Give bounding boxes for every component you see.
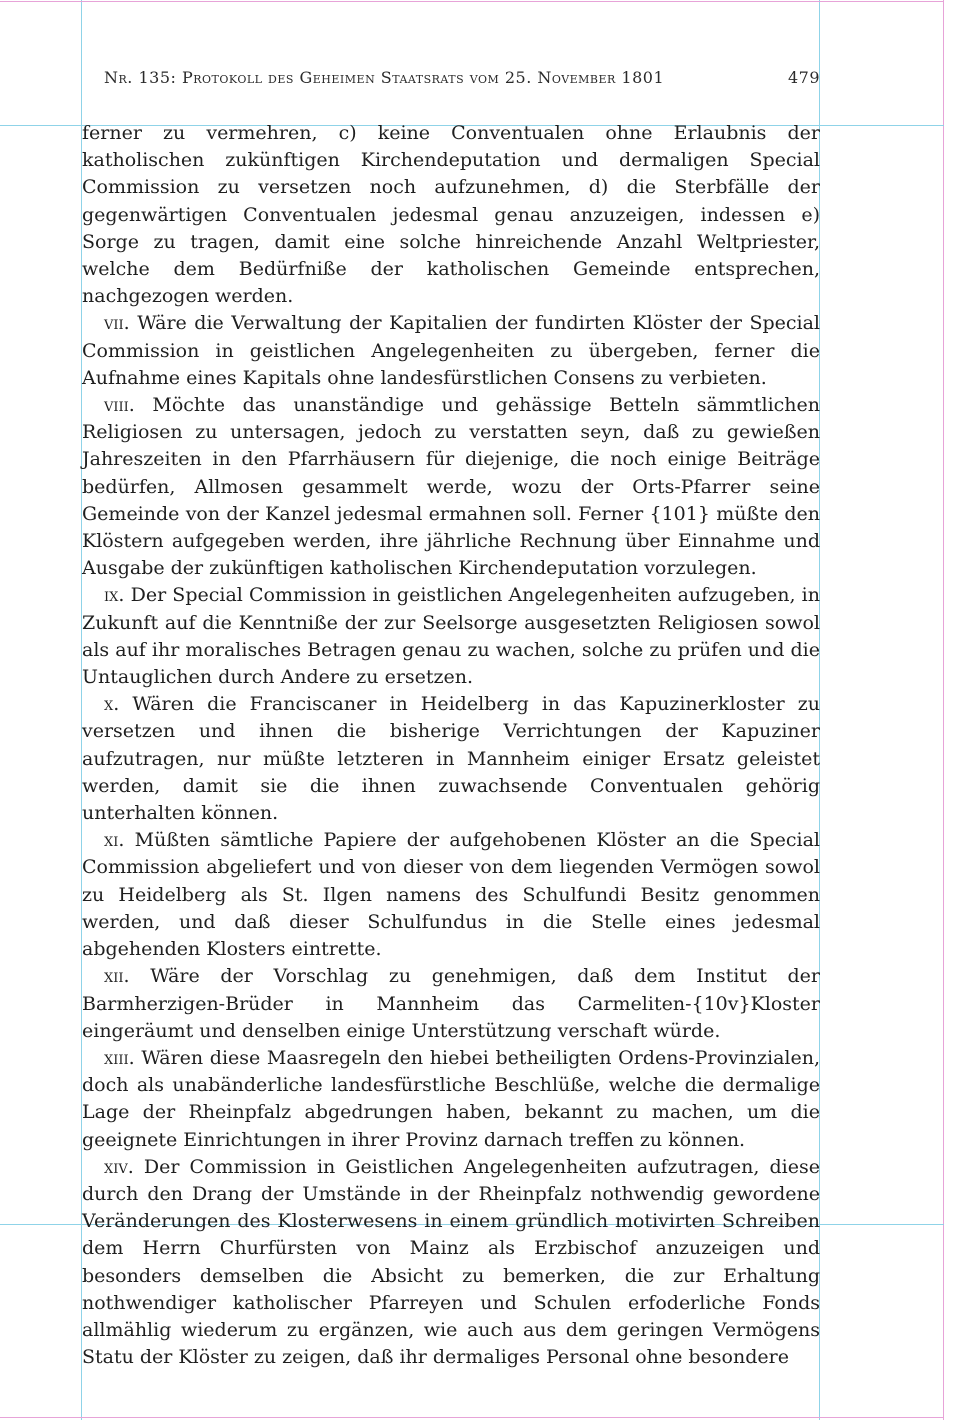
paragraph-vii — [82, 310, 820, 392]
document-body — [82, 120, 820, 1371]
paragraph-ix — [82, 582, 820, 691]
page-edge-guide-right — [943, 0, 944, 1420]
paragraph-x — [82, 691, 820, 827]
paragraph-text: Wären diese Maasregeln den hiebei betheiligten Ordens-Provinzialen, doch als unabänderliche landesfürstliche Beschlüße, welche die dermalige Lage der Rheinpfalz abgedrungen haben, bekannt zu machen, um die geeignete Einrichtungen in ihrer Provinz darnach treffen zu können. — [82, 1046, 820, 1151]
section-numeral: viii. — [104, 394, 135, 417]
paragraph-text: Wäre die Verwaltung der Kapitalien der fundirten Klöster der Special Commission in geistlichen Angelegenheiten zu übergeben, ferner die Aufnahme eines Kapitals ohne landesfürstlichen Consens zu verbieten. — [82, 312, 820, 389]
section-numeral: vii. — [104, 312, 130, 335]
paragraph-text: Der Special Commission in geistlichen Angelegenheiten aufzugeben, in Zukunft auf die Kenntniße der zur Seelsorge ausgesetzten Religiosen sowol als auf ihr moralisches Betragen genau zu wachen, solche zu prüfen und die Untauglichen durch Andere zu ersetzen. — [82, 584, 820, 689]
section-numeral: xii. — [104, 965, 130, 988]
running-head-title: Nr. 135: Protokoll des Geheimen Staatsrats vom 25. November 1801 — [104, 68, 665, 87]
paragraph-xi — [82, 827, 820, 963]
paragraph-text: Müßten sämtliche Papiere der aufgehobenen Klöster an die Special Commission abgeliefert und von dieser von dem liegenden Vermögen sowol zu Heidelberg als St. Ilgen namens des Schulfundi Besitz genommen werden, und daß dieser Schulfundus in die Stelle eines jedesmal abgehenden Klosters eintrette. — [82, 829, 820, 961]
paragraph-xii — [82, 963, 820, 1045]
paragraph-xiv — [82, 1154, 820, 1372]
page-number: 479 — [787, 68, 820, 87]
paragraph-xiii — [82, 1045, 820, 1154]
running-head — [104, 66, 820, 92]
paragraph-text: Möchte das unanständige und gehässige Betteln sämmtlichen Religiosen zu untersagen, jedoch zu verstatten seyn, daß zu gewießen Jahreszeiten in den Pfarrhäusern für diejenige, die noch einige Beiträge bedürfen, Allmosen gesammelt werde, wozu der Orts-Pfarrer seine Gemeinde von der Kanzel jedesmal ermahnen soll. Ferner {101} müßte den Klöstern aufgegeben werden, ihre jährliche Rechnung über Einnahme und Ausgabe der zukünftigen katholischen Kirchendeputation vorzulegen. — [82, 394, 820, 580]
section-numeral: xiii. — [104, 1046, 135, 1069]
section-numeral: xi. — [104, 829, 125, 852]
section-numeral: ix. — [104, 584, 125, 607]
paragraph-viii — [82, 392, 820, 582]
page-edge-guide-bottom — [0, 1417, 944, 1418]
section-numeral: xiv. — [104, 1155, 134, 1178]
paragraph-text: Wäre der Vorschlag zu genehmigen, daß dem Institut der Barmherzigen-Brüder in Mannheim das Carmeliten-{10v}Kloster eingeräumt und denselben einige Unterstützung verschaft würde. — [82, 965, 820, 1042]
paragraph-text: Wären die Franciscaner in Heidelberg in das Kapuzinerkloster zu versetzen und ihnen die bisherige Verrichtungen der Kapuziner aufzutragen, nur müßte letzteren in Mannheim einiger Ersatz geleistet werden, damit sie die ihnen zuwachsende Conventualen gehörig unterhalten können. — [82, 693, 820, 825]
paragraph — [82, 120, 820, 310]
section-numeral: x. — [104, 693, 120, 716]
page-edge-guide-top — [0, 1, 944, 2]
paragraph-text: ferner zu vermehren, c) keine Conventualen ohne Erlaubnis der katholischen zukünftigen Kirchendeputation und dermaligen Special Commission zu versetzen noch aufzunehmen, d) die Sterbfälle der gegenwärtigen Conventualen jedesmal genau anzuzeigen, indessen e) Sorge zu tragen, damit eine solche hinreichende Anzahl Weltpriester, welche dem Bedürfniße der katholischen Gemeinde entsprechen, nachgezogen werden. — [82, 122, 820, 308]
paragraph-text: Der Commission in Geistlichen Angelegenheiten aufzutragen, diese durch den Drang der Umstände in der Rheinpfalz nothwendig gewordene Veränderungen des Klosterwesens in einem gründlich motivirten Schreiben dem Herrn Churfürsten von Mainz als Erzbischof anzuzeigen und besonders demselben die Absicht zu bemerken, die zur Erhaltung nothwendiger katholischer Pfarreyen und Schulen erfoderliche Fonds allmählig wiederum zu ergänzen, wie auch aus dem geringen Vermögens Statu der Klöster zu zeigen, daß ihr dermaliges Personal ohne besondere — [82, 1155, 820, 1369]
